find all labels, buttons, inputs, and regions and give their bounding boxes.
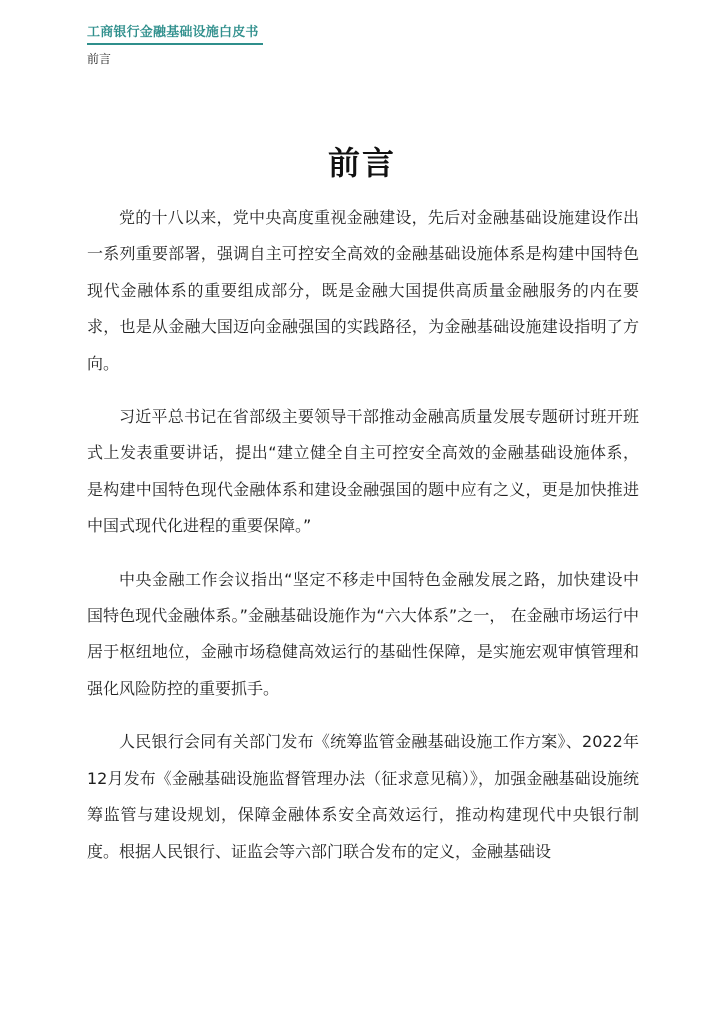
running-header [87, 24, 263, 67]
page-title: 前言 [327, 144, 396, 183]
paragraph-4: 人民银行会同有关部门发布《统筹监管金融基础设施工作方案》、2022年12月发布《金融基础设施监督管理办法（征求意见稿）》，加强金融基础设施统筹监管与建设规划，保障金融体系安全高效运行，推动构建现代中央银行制度。根据人民银行、证监会等六部门联合发布的定义，金融基础设 [87, 732, 639, 861]
paragraph-1: 党的十八以来，党中央高度重视金融建设，先后对金融基础设施建设作出一系列重要部署，强调自主可控安全高效的金融基础设施体系是构建中国特色现代金融体系的重要组成部分，既是金融大国提供高质量金融服务的内在要求，也是从金融大国迈向金融强国的实践路径，为金融基础设施建设指明了方向。 [87, 208, 639, 373]
document-title: 工商银行金融基础设施白皮书 [87, 25, 259, 40]
header-underline [87, 43, 263, 45]
body-text [87, 200, 639, 887]
paragraph-2: 习近平总书记在省部级主要领导干部推动金融高质量发展专题研讨班开班式上发表重要讲话，提出“建立健全自主可控安全高效的金融基础设施体系，是构建中国特色现代金融体系和建设金融强国的题中应有之义，更是加快推进中国式现代化进程的重要保障。” [87, 407, 639, 536]
section-name: 前言 [87, 52, 112, 66]
paragraph-3: 中央金融工作会议指出“坚定不移走中国特色金融发展之路，加快建设中国特色现代金融体系。”金融基础设施作为“六大体系”之一， 在金融市场运行中居于枢纽地位，金融市场稳健高效运行的基础性保障，是实施宏观审慎管理和强化风险防控的重要抓手。 [87, 569, 639, 698]
